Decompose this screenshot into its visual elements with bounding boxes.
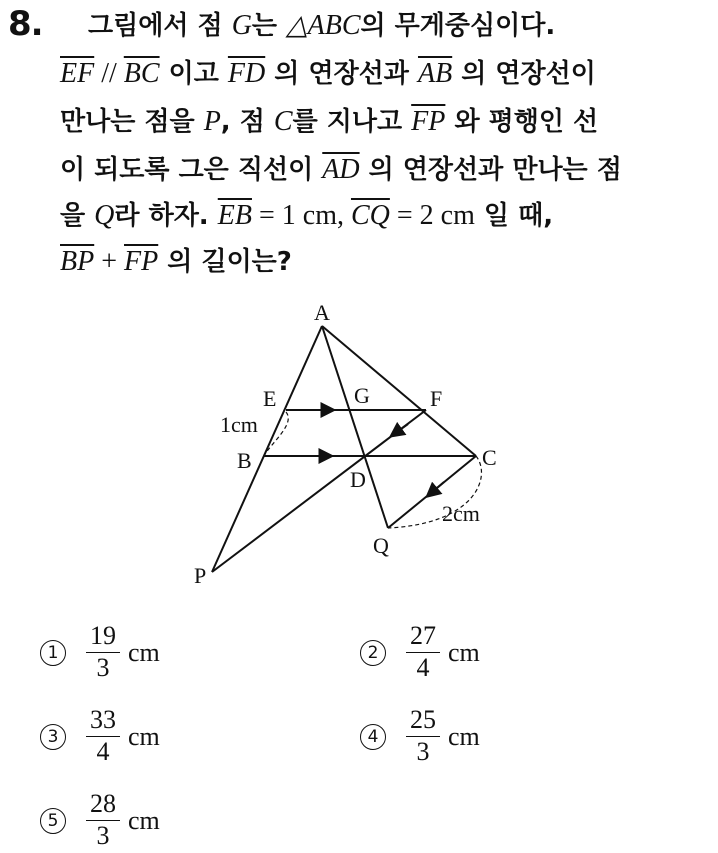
point-p: P [203,106,221,137]
arrow-fd [394,424,408,434]
segment-eb: $\overline{EB}$ [217,200,252,231]
arrow-cq [430,482,444,494]
label-b: B [237,448,252,473]
unit: cm [128,721,160,751]
eb-value: = 1 cm, [251,200,351,231]
median-ad-extended [322,326,388,528]
choice-5[interactable] [40,790,160,851]
segment-bc: $\overline{BC}$ [123,58,160,89]
point-q: Q [94,200,115,231]
segment-ab: $\overline{AB}$ [417,58,453,89]
triangle-abc: △ABC [286,10,361,41]
choice-fraction [86,790,120,851]
text: 를 지나고 [292,107,412,137]
side-ap [212,326,322,572]
label-1cm: 1cm [220,412,258,437]
plus-sign: + [94,246,125,277]
text: 라 하자. [114,201,218,231]
question-line-5 [60,196,553,236]
text: 는 [251,11,287,41]
question-line-2 [60,54,596,94]
denominator: 4 [416,653,430,682]
denominator: 3 [416,737,430,766]
text: 을 [60,201,95,231]
segment-ad: $\overline{AD}$ [322,154,360,185]
unit: cm [448,637,480,667]
choice-fraction [406,622,440,683]
segment-bp: $\overline{BP}$ [60,246,95,277]
label-e: E [263,386,277,411]
label-q: Q [373,533,389,558]
point-c: C [273,106,293,137]
question-number: 8. [8,4,43,44]
label-c: C [482,445,497,470]
text: 일 때, [474,201,554,231]
choice-mark: 2 [360,640,386,666]
text: 이 되도록 그은 직선이 [60,155,323,185]
point-g: G [231,10,252,41]
label-2cm: 2cm [442,501,480,526]
side-ac [322,326,476,456]
numerator: 28 [86,790,120,821]
numerator: 33 [86,706,120,737]
segment-fd: $\overline{FD}$ [227,58,266,89]
denominator: 3 [96,653,110,682]
choice-mark: 4 [360,724,386,750]
question-line-6 [60,242,292,282]
denominator: 4 [96,737,110,766]
numerator: 27 [406,622,440,653]
text: 와 평행인 선 [445,107,599,137]
denominator: 3 [96,821,110,850]
label-f: F [430,386,443,411]
label-g: G [354,383,370,408]
segment-fp: $\overline{FP}$ [124,246,159,277]
label-d: D [350,467,366,492]
label-p: P [194,563,207,588]
choice-2[interactable] [360,622,480,683]
segment-cq: $\overline{CQ}$ [350,200,390,231]
text: 의 무게중심이다. [360,11,556,41]
cq-value: = 2 cm [389,200,475,231]
choice-1[interactable] [40,622,160,683]
numerator: 19 [86,622,120,653]
question-line-3 [60,102,598,142]
choice-mark: 5 [40,808,66,834]
text: 이고 [159,59,228,89]
unit: cm [128,805,160,835]
unit: cm [128,637,160,667]
label-a: A [314,300,330,325]
text: 만나는 점을 [60,107,204,137]
segment-fp: $\overline{FP}$ [411,106,446,137]
text: 의 연장선이 [452,59,596,89]
choice-mark: 3 [40,724,66,750]
choice-3[interactable] [40,706,160,767]
text: 의 연장선과 만나는 점 [359,155,622,185]
choice-fraction [406,706,440,767]
question-line-1 [88,6,555,46]
text: 의 연장선과 [265,59,418,89]
question-line-4 [60,150,622,190]
choice-4[interactable] [360,706,480,767]
text: 그림에서 점 [88,11,232,41]
numerator: 25 [406,706,440,737]
choice-fraction [86,622,120,683]
segment-ef: $\overline{EF}$ [60,58,95,89]
text: 의 길이는? [158,247,292,277]
geometry-figure [180,290,520,590]
choice-fraction [86,706,120,767]
parallel-sign: // [94,58,124,89]
unit: cm [448,721,480,751]
choice-mark: 1 [40,640,66,666]
text: , 점 [220,107,274,137]
